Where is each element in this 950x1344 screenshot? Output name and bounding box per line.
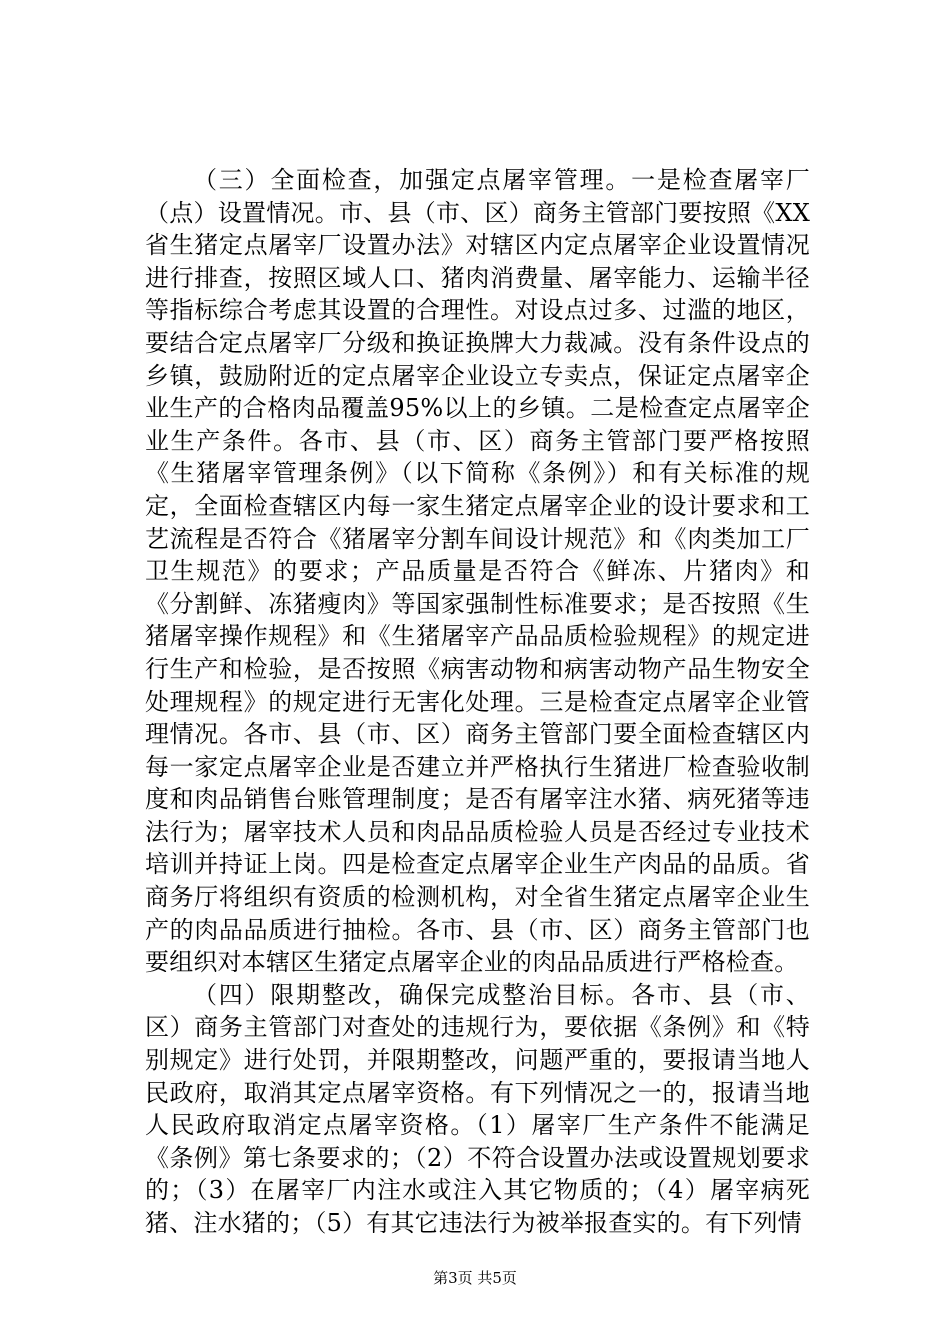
paragraph-section-3: （三）全面检查，加强定点屠宰管理。一是检查屠宰厂（点）设置情况。市、县（市、区）商务主管部门要按照《XX省生猪定点屠宰厂设置办法》对辖区内定点屠宰企业设置情况进行排查，按照区域人口、猪肉消费量、屠宰能力、运输半径等指标综合考虑其设置的合理性。对设点过多、过滥的地区，要结合定点屠宰厂分级和换证换牌大力裁减。没有条件设点的乡镇，鼓励附近的定点屠宰企业设立专卖点，保证定点屠宰企业生产的合格肉品覆盖95%以上的乡镇。二是检查定点屠宰企业生产条件。各市、县（市、区）商务主管部门要严格按照《生猪屠宰管理条例》（以下简称《条例》）和有关标准的规定，全面检查辖区内每一家生猪定点屠宰企业的设计要求和工艺流程是否符合《猪屠宰分割车间设计规范》和《肉类加工厂卫生规范》的要求；产品质量是否符合《鲜冻、片猪肉》和《分割鲜、冻猪瘦肉》等国家强制性标准要求；是否按照《生猪屠宰操作规程》和《生猪屠宰产品品质检验规程》的规定进行生产和检验，是否按照《病害动物和病害动物产品生物安全处理规程》的规定进行无害化处理。三是检查定点屠宰企业管理情况。各市、县（市、区）商务主管部门要全面检查辖区内每一家定点屠宰企业是否建立并严格执行生猪进厂检查验收制度和肉品销售台账管理制度；是否有屠宰注水猪、病死猪等违法行为；屠宰技术人员和肉品品质检验人员是否经过专业技术培训并持证上岗。四是检查定点屠宰企业生产肉品的品质。省商务厅将组织有资质的检测机构，对全省生猪定点屠宰企业生产的肉品品质进行抽检。各市、县（市、区）商务主管部门也要组织对本辖区生猪定点屠宰企业的肉品品质进行严格检查。 bbox=[145, 166, 810, 977]
document-body bbox=[145, 164, 810, 1240]
paragraph-section-4: （四）限期整改，确保完成整治目标。各市、县（市、区）商务主管部门对查处的违规行为，要依据《条例》和《特别规定》进行处罚，并限期整改，问题严重的，要报请当地人民政府，取消其定点屠宰资格。有下列情况之一的，报请当地人民政府取消定点屠宰资格。（1）屠宰厂生产条件不能满足《条例》第七条要求的；（2）不符合设置办法或设置规划要求的；（3）在屠宰厂内注水或注入其它物质的；（4）屠宰病死猪、注水猪的；（5）有其它违法行为被举报查实的。有下列情 bbox=[145, 980, 810, 1237]
page-footer: 第3页 共5页 bbox=[433, 1269, 517, 1287]
